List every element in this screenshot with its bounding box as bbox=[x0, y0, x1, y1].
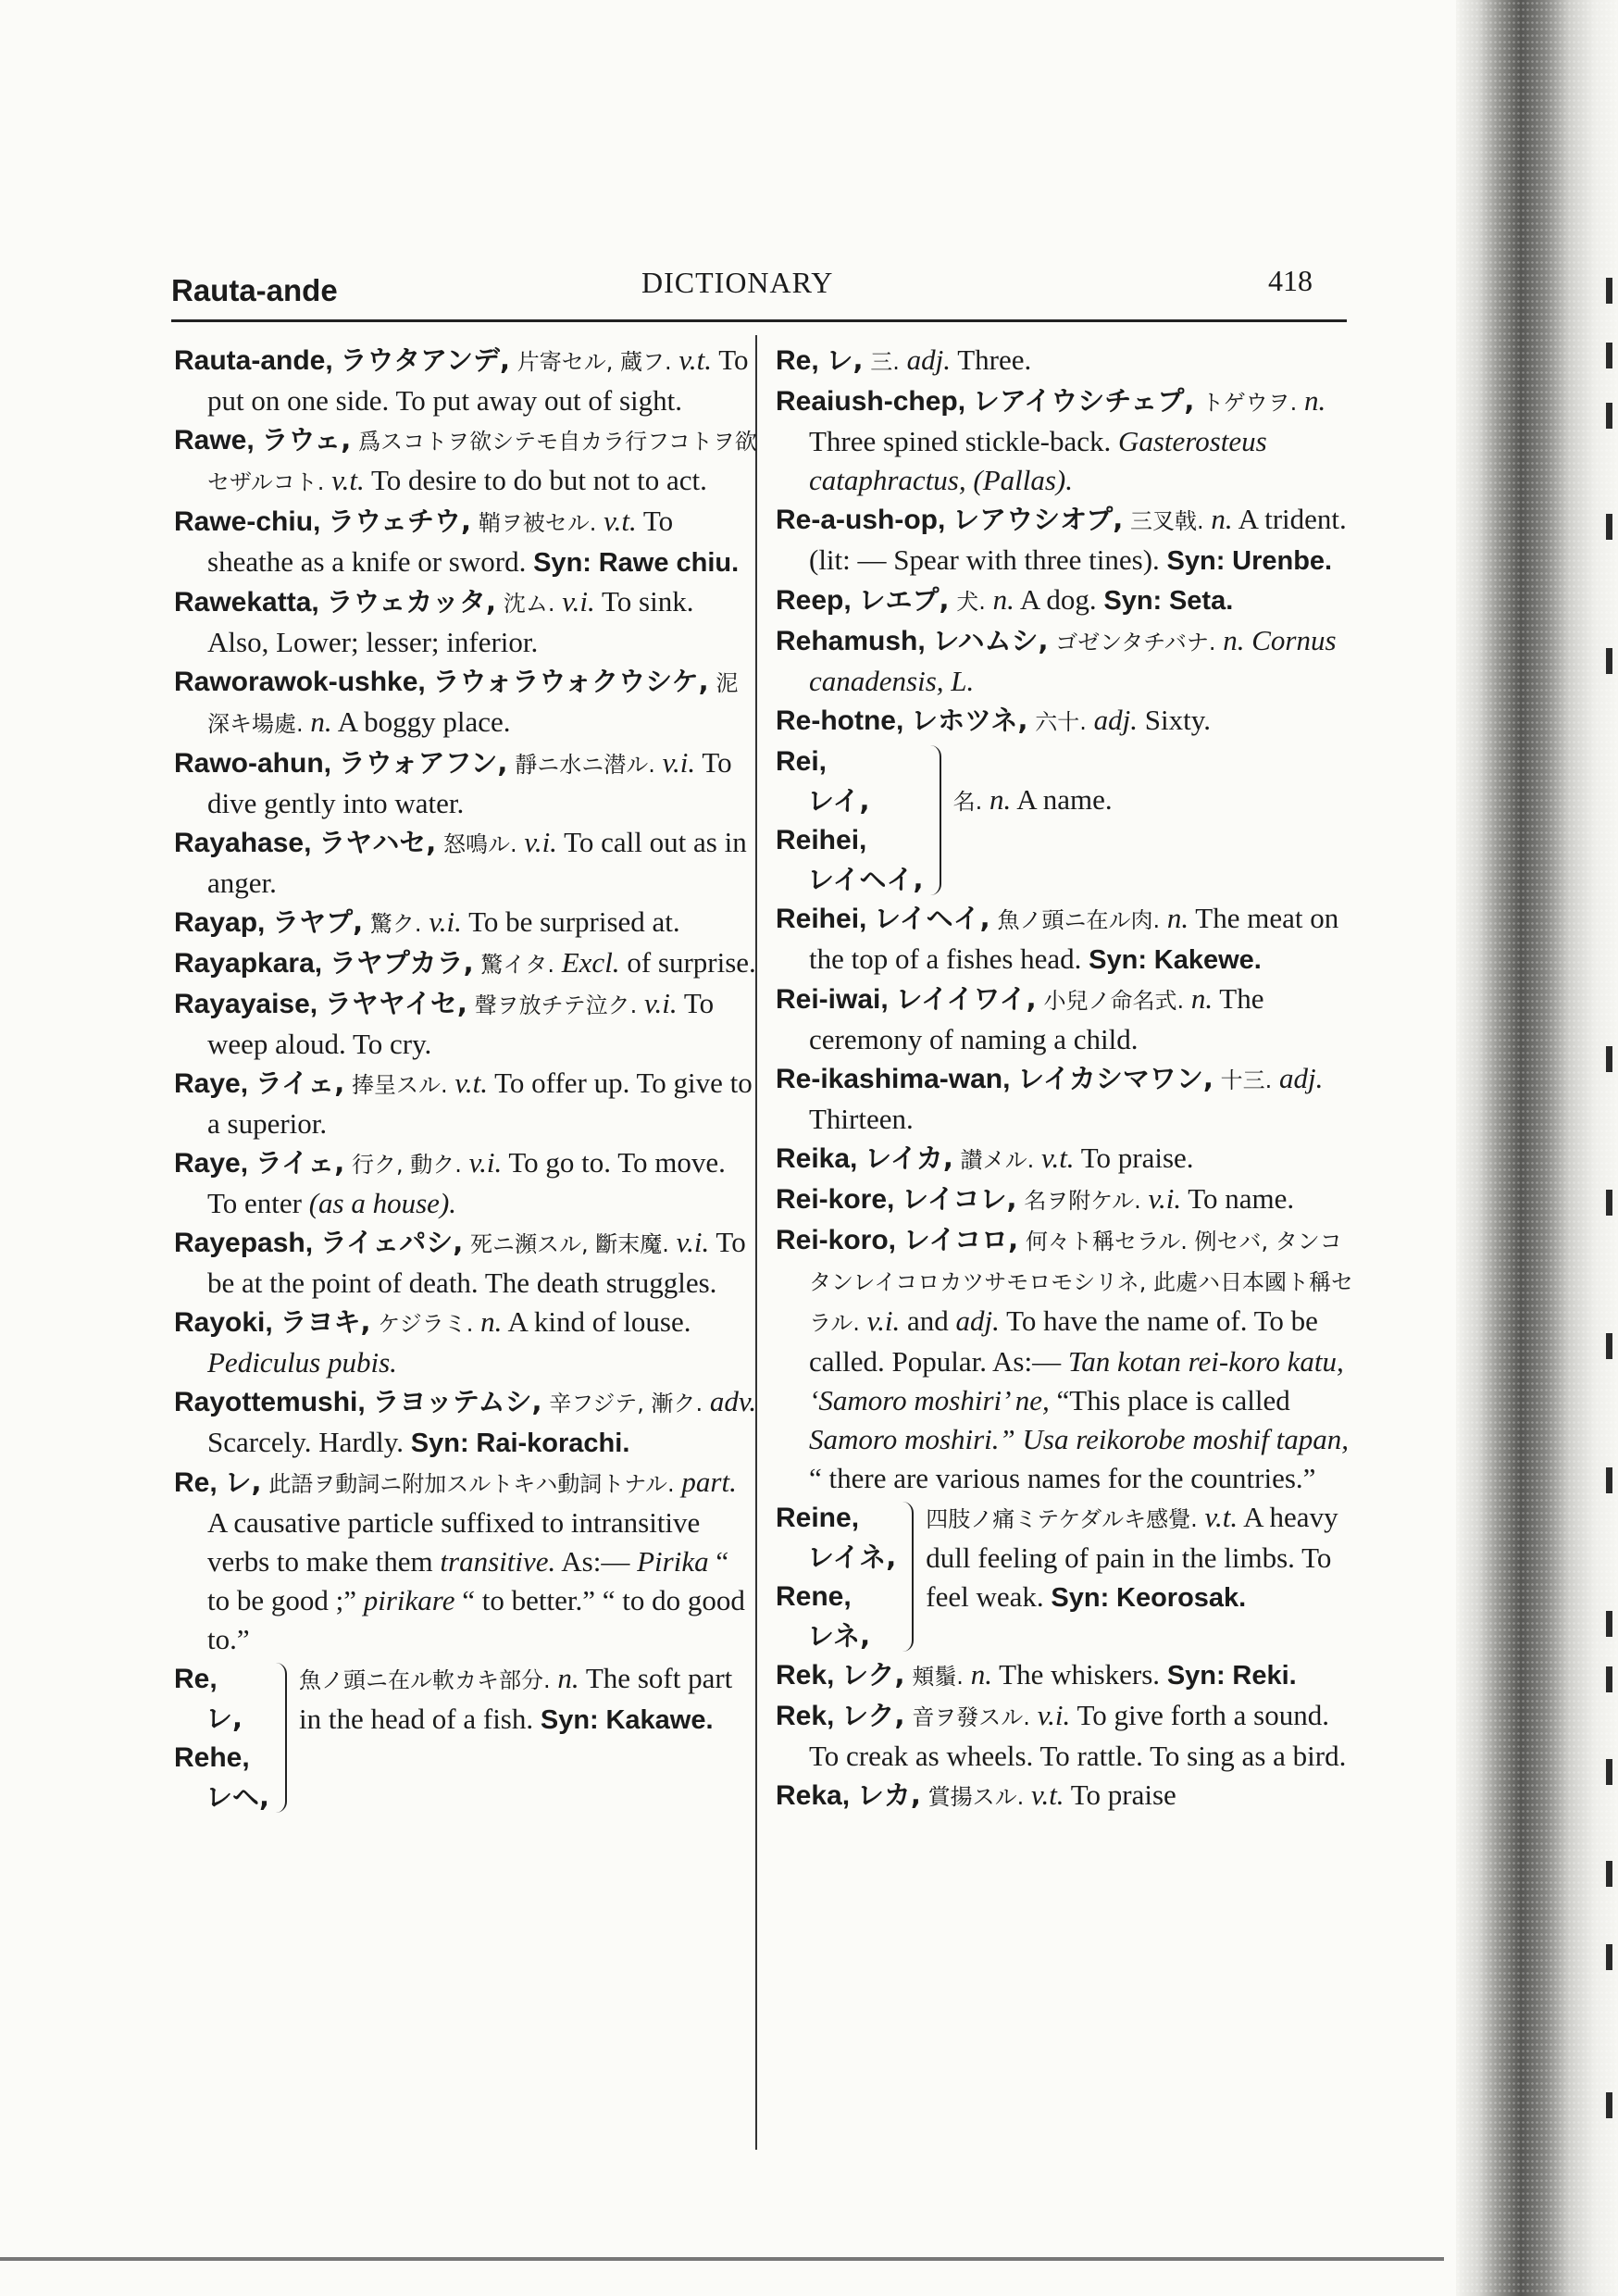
japanese-gloss: 片寄セル, 蔵フ. bbox=[517, 349, 672, 375]
japanese-gloss: 靜ニ水ニ潜ル. bbox=[515, 752, 655, 778]
dictionary-entry bbox=[174, 582, 757, 662]
part-of-speech: v.i. bbox=[429, 905, 462, 938]
kana: ラウォアフン, bbox=[338, 747, 508, 779]
headword: Rayap, bbox=[174, 907, 266, 938]
synonym-label: Syn: bbox=[410, 1429, 469, 1458]
japanese-gloss: 讃メル. bbox=[960, 1147, 1035, 1173]
synonym: Seta. bbox=[1168, 586, 1234, 616]
part-of-speech: n. bbox=[989, 783, 1012, 816]
headword: Rayahase, bbox=[174, 828, 312, 858]
part-of-speech: v.t. bbox=[1030, 1778, 1064, 1811]
japanese-gloss: 鞘ヲ被セル. bbox=[478, 510, 597, 536]
part-of-speech: v.t. bbox=[1204, 1501, 1238, 1533]
synonym: Rai-korachi. bbox=[476, 1429, 630, 1458]
headword: Re, bbox=[174, 1467, 218, 1498]
definition: The soft part in the head of a fish. bbox=[299, 1662, 733, 1735]
dictionary-entry bbox=[174, 1463, 757, 1659]
part-of-speech: v.i. bbox=[866, 1304, 901, 1337]
kana: ラウタアンデ, bbox=[340, 344, 511, 376]
kana: ラヨキ, bbox=[280, 1306, 371, 1338]
part-of-speech: adj. bbox=[906, 343, 951, 376]
definition: A name. bbox=[1016, 783, 1113, 816]
kana: レアウシオプ, bbox=[952, 504, 1124, 535]
kana: レク, bbox=[841, 1700, 905, 1731]
definition: To go to. To move. To enter bbox=[207, 1146, 726, 1219]
dictionary-entry bbox=[776, 621, 1359, 701]
dictionary-entry bbox=[776, 980, 1359, 1059]
right-column bbox=[776, 341, 1359, 1816]
part-of-speech: v.t. bbox=[678, 343, 712, 376]
example-translation: “ there are various names for the countries.” bbox=[809, 1462, 1316, 1494]
dictionary-entry bbox=[776, 381, 1359, 500]
page-number: 418 bbox=[1268, 264, 1313, 297]
headword: Rek, bbox=[776, 1701, 835, 1731]
headword: Re-hotne, bbox=[776, 705, 904, 736]
part-of-speech: v.i. bbox=[676, 1226, 710, 1258]
japanese-gloss: 六十. bbox=[1035, 709, 1087, 735]
headword: Reika, bbox=[776, 1143, 858, 1174]
headword: Rei-koro, bbox=[776, 1225, 897, 1255]
kana: レ, bbox=[826, 344, 864, 376]
definition: The meat on the top of a fishes head. bbox=[809, 902, 1339, 975]
part-of-speech: v.i. bbox=[562, 585, 595, 618]
entry-group-reine-rene bbox=[776, 1498, 1359, 1655]
dictionary-entry bbox=[776, 899, 1359, 980]
brace bbox=[273, 1663, 293, 1813]
kana: レイカ, bbox=[865, 1142, 953, 1174]
definition: To sheathe as a knife or sword. bbox=[207, 505, 674, 578]
headword: Rei, bbox=[776, 746, 828, 777]
headword: Re-a-ush-op, bbox=[776, 505, 946, 535]
dictionary-entry bbox=[776, 1220, 1359, 1498]
definition: A causative particle suffixed to intransitive verbs to make them bbox=[207, 1506, 701, 1578]
definition: Three spined stickle-back. bbox=[809, 425, 1112, 457]
synonym: Kakawe. bbox=[605, 1705, 714, 1735]
japanese-gloss: 怒鳴ル. bbox=[442, 831, 517, 857]
scientific-name: Pediculus pubis. bbox=[207, 1346, 397, 1379]
dictionary-entry bbox=[174, 823, 757, 903]
synonym-label: Syn: bbox=[533, 548, 591, 578]
group-headwords bbox=[776, 1498, 896, 1655]
kana: ラウェカッタ, bbox=[326, 586, 497, 618]
dictionary-entry bbox=[776, 1655, 1359, 1696]
dictionary-entry bbox=[776, 1059, 1359, 1139]
part-of-speech: adj. bbox=[955, 1304, 1000, 1337]
kana: レイイワイ, bbox=[895, 983, 1037, 1015]
example-ainu: Samoro moshiri.” bbox=[809, 1423, 1015, 1455]
japanese-gloss: 何々ト稱セラル. 例セバ, タンコタンレイコロカツサモロモシリネ, 此處ハ日本國ト稱セラル. bbox=[809, 1229, 1354, 1336]
kana: レイコロ, bbox=[902, 1224, 1019, 1255]
headword: Rehe, bbox=[174, 1742, 250, 1773]
headword: Rawo-ahun, bbox=[174, 748, 331, 779]
entry-group-re-rehe bbox=[174, 1659, 757, 1816]
part-of-speech: n. bbox=[557, 1662, 579, 1694]
kana: ラヤヤイセ, bbox=[324, 988, 467, 1019]
kana: ラウェ, bbox=[261, 424, 352, 455]
example-ainu: Usa reikorobe moshif tapan, bbox=[1022, 1423, 1350, 1455]
dictionary-entry bbox=[174, 662, 757, 743]
page-title: DICTIONARY bbox=[641, 266, 834, 299]
dictionary-entry bbox=[174, 743, 757, 823]
dictionary-entry bbox=[776, 580, 1359, 621]
headword: Rayayaise, bbox=[174, 989, 318, 1019]
japanese-gloss: 辛フジテ, 漸ク. bbox=[549, 1391, 703, 1416]
kana: レヘ, bbox=[205, 1781, 270, 1813]
header-rule bbox=[171, 319, 1347, 322]
japanese-gloss: 名ヲ附ケル. bbox=[1024, 1188, 1141, 1214]
headword: Rauta-ande, bbox=[174, 345, 333, 376]
part-of-speech: n. bbox=[1211, 503, 1233, 535]
example-ainu: Tan kotan rei-koro katu, ‘Samoro moshiri’ ne, bbox=[809, 1345, 1344, 1416]
part-of-speech: v.i. bbox=[644, 987, 678, 1019]
part-of-speech: n. bbox=[1223, 624, 1245, 656]
right-entries-b bbox=[776, 899, 1359, 1498]
synonym: Kakewe. bbox=[1153, 945, 1262, 975]
headword: Rayapkara, bbox=[174, 948, 323, 979]
japanese-gloss: 名. bbox=[952, 789, 983, 815]
synonym: Rawe chiu. bbox=[598, 548, 740, 578]
headword: Re-ikashima-wan, bbox=[776, 1064, 1011, 1094]
japanese-gloss: トゲウヲ. bbox=[1201, 390, 1298, 416]
kana: レカ, bbox=[856, 1779, 921, 1811]
synonym-label: Syn: bbox=[1089, 945, 1148, 975]
definition: To be surprised at. bbox=[468, 905, 680, 938]
dictionary-entry bbox=[776, 1179, 1359, 1220]
headword: Rawekatta, bbox=[174, 587, 319, 618]
kana: レイヘイ, bbox=[807, 864, 924, 895]
kana: ライェパシ, bbox=[319, 1227, 464, 1258]
japanese-gloss: 犬. bbox=[956, 589, 986, 615]
part-of-speech: n. bbox=[1304, 384, 1326, 417]
group-definition bbox=[299, 1659, 757, 1816]
part-of-speech: v.i. bbox=[1037, 1699, 1071, 1731]
definition: To weep aloud. To cry. bbox=[207, 987, 715, 1060]
japanese-gloss: ケジラミ. bbox=[378, 1311, 474, 1337]
part-of-speech: adv. bbox=[709, 1385, 757, 1417]
definition: To put on one side. To put away out of sight. bbox=[207, 343, 749, 417]
kana: レイコレ, bbox=[902, 1183, 1017, 1215]
dictionary-entry bbox=[174, 420, 757, 502]
group-headwords bbox=[174, 1659, 269, 1816]
dictionary-entry bbox=[776, 1139, 1359, 1179]
page-header bbox=[171, 264, 1338, 319]
kana: レク, bbox=[841, 1659, 905, 1691]
definition: To call out as in anger. bbox=[207, 826, 747, 899]
synonym-label: Syn: bbox=[1166, 546, 1226, 576]
headword: Rayoki, bbox=[174, 1307, 273, 1338]
part-of-speech: n. bbox=[1190, 982, 1214, 1015]
right-entries-a bbox=[776, 341, 1359, 742]
headword: Rawe, bbox=[174, 425, 255, 455]
dictionary-entry bbox=[174, 903, 757, 943]
example-ainu: pirikare bbox=[363, 1584, 455, 1616]
headword: Reaiush-chep, bbox=[776, 386, 966, 417]
part-of-speech: adj. bbox=[1093, 704, 1139, 736]
synonym: Keorosak. bbox=[1116, 1583, 1247, 1613]
brace bbox=[900, 1502, 920, 1652]
kana: レエプ, bbox=[858, 584, 950, 616]
part-of-speech: n. bbox=[992, 583, 1014, 616]
definition: To have the name of. To be called. Popular. As:— bbox=[809, 1304, 1318, 1378]
kana: レイヘイ, bbox=[874, 903, 990, 934]
synonym: Reki. bbox=[1232, 1661, 1297, 1691]
kana: レ, bbox=[205, 1703, 243, 1734]
part-of-speech: v.t. bbox=[454, 1067, 488, 1099]
part-of-speech: v.t. bbox=[1040, 1142, 1075, 1174]
group-definition bbox=[926, 1498, 1359, 1655]
dictionary-entry bbox=[776, 1696, 1359, 1776]
kana: ライェ, bbox=[255, 1147, 345, 1179]
example-translation: “ to better.” “ to do good to.” bbox=[207, 1584, 745, 1655]
kana: レネ, bbox=[807, 1620, 871, 1652]
dictionary-entry bbox=[776, 341, 1359, 381]
part-of-speech: n. bbox=[310, 705, 332, 738]
dictionary-entry bbox=[174, 341, 757, 420]
japanese-gloss: 音ヲ發スル. bbox=[912, 1704, 1030, 1730]
kana: レホツネ, bbox=[911, 705, 1028, 736]
definition: A dog. bbox=[1019, 583, 1097, 616]
japanese-gloss: 捧呈スル. bbox=[351, 1072, 448, 1098]
kana: レイ, bbox=[807, 785, 870, 817]
japanese-gloss: 魚ノ頭ニ在ル肉. bbox=[997, 907, 1161, 933]
kana: レ, bbox=[224, 1466, 262, 1498]
right-entries-c bbox=[776, 1655, 1359, 1816]
headword: Rawe-chiu, bbox=[174, 506, 321, 537]
headword: Rayottemushi, bbox=[174, 1387, 366, 1417]
definition: To name. bbox=[1188, 1182, 1295, 1215]
dictionary-entry bbox=[174, 1143, 757, 1223]
kana: ラウォラウォクウシケ, bbox=[432, 666, 709, 697]
dictionary-entry bbox=[174, 1223, 757, 1303]
group-definition bbox=[953, 742, 1359, 899]
part-of-speech: n. bbox=[480, 1305, 503, 1338]
synonym-label: Syn: bbox=[1051, 1583, 1110, 1613]
dictionary-entry bbox=[776, 500, 1359, 580]
kana: ラヤハセ, bbox=[318, 827, 437, 858]
headword: Rayepash, bbox=[174, 1228, 314, 1258]
example-ainu: Pirika bbox=[637, 1545, 709, 1578]
japanese-gloss: 沈ム. bbox=[503, 591, 555, 617]
headword: Re, bbox=[776, 345, 819, 376]
definition: To praise bbox=[1070, 1778, 1176, 1811]
example-translation: “This place is called bbox=[1056, 1384, 1290, 1416]
scientific-name: Gasterosteus cataphractus, (Pallas). bbox=[809, 425, 1267, 496]
headword: Raworawok-ushke, bbox=[174, 667, 426, 697]
definition: To give forth a sound. To creak as wheels. To rattle. To sing as a bird. bbox=[809, 1699, 1347, 1772]
kana: ラヤプ, bbox=[272, 906, 364, 938]
definition: A heavy dull feeling of pain in the limbs. To feel weak. bbox=[926, 1501, 1338, 1613]
headword: Rene, bbox=[776, 1581, 852, 1612]
kana: ラウェチウ, bbox=[328, 505, 471, 537]
japanese-gloss: 頬鬚. bbox=[912, 1664, 964, 1690]
japanese-gloss: 驚イタ. bbox=[480, 952, 554, 978]
headword: Raye, bbox=[174, 1068, 249, 1099]
headword: Re, bbox=[174, 1664, 218, 1694]
headword: Reine, bbox=[776, 1503, 860, 1533]
scientific-name: (as a house). bbox=[308, 1187, 457, 1219]
definition: and bbox=[907, 1304, 949, 1337]
kana: ラヤプカラ, bbox=[329, 947, 474, 979]
left-column bbox=[174, 341, 757, 1816]
dictionary-entry bbox=[174, 502, 757, 582]
part-of-speech: v.i. bbox=[662, 746, 696, 779]
dictionary-entry bbox=[174, 1303, 757, 1382]
japanese-gloss: 泥深キ場處. bbox=[207, 670, 739, 737]
synonym-label: Syn: bbox=[1166, 1661, 1226, 1691]
definition: To sink. Also, Lower; lesser; inferior. bbox=[207, 585, 694, 658]
definition: of surprise. bbox=[627, 946, 756, 979]
japanese-gloss: 賞揚スル. bbox=[927, 1784, 1025, 1810]
definition: To praise. bbox=[1080, 1142, 1194, 1174]
part-of-speech: part. bbox=[681, 1466, 737, 1498]
part-of-speech: v.t. bbox=[604, 505, 637, 537]
japanese-gloss: ゴゼンタチバナ. bbox=[1055, 630, 1216, 655]
kana: レハムシ, bbox=[932, 625, 1049, 656]
definition: To be at the point of death. The death struggles. bbox=[207, 1226, 746, 1299]
definition: Sixty. bbox=[1144, 704, 1211, 736]
japanese-gloss: 驚ク. bbox=[369, 911, 422, 937]
part-of-speech: n. bbox=[1166, 902, 1189, 934]
running-head: Rauta-ande bbox=[171, 273, 338, 307]
definition: The ceremony of naming a child. bbox=[809, 982, 1264, 1055]
scientific-name: Cornus canadensis, L. bbox=[809, 624, 1337, 697]
definition: Three. bbox=[957, 343, 1032, 376]
japanese-gloss: 行ク, 動ク. bbox=[351, 1152, 462, 1178]
definition: To offer up. To give to a superior. bbox=[207, 1067, 753, 1140]
group-headwords bbox=[776, 742, 924, 899]
definition: Scarcely. Hardly. bbox=[207, 1426, 404, 1458]
dictionary-entry bbox=[776, 1776, 1359, 1816]
headword: Rehamush, bbox=[776, 626, 926, 656]
left-entries bbox=[174, 341, 757, 1659]
japanese-gloss: 死ニ瀕スル, 斷末魔. bbox=[470, 1231, 669, 1257]
japanese-gloss: 四肢ノ痛ミテケダルキ感覺. bbox=[926, 1506, 1198, 1532]
japanese-gloss: 聲ヲ放チテ泣ク. bbox=[474, 992, 638, 1018]
part-of-speech: Excl. bbox=[561, 946, 620, 979]
entry-group-rei-reihei bbox=[776, 742, 1359, 899]
headword: Rei-iwai, bbox=[776, 984, 889, 1015]
japanese-gloss: 魚ノ頭ニ在ル軟カキ部分. bbox=[299, 1667, 551, 1693]
dictionary-entry bbox=[776, 701, 1359, 742]
definition: As:— bbox=[561, 1545, 630, 1578]
part-of-speech: v.i. bbox=[468, 1146, 503, 1179]
japanese-gloss: 小兒ノ命名式. bbox=[1043, 988, 1185, 1014]
headword: Reihei, bbox=[776, 825, 867, 855]
japanese-gloss: 三叉戟. bbox=[1129, 508, 1204, 534]
headword: Reep, bbox=[776, 585, 852, 616]
brace bbox=[927, 745, 948, 895]
japanese-gloss: 三. bbox=[870, 349, 900, 375]
dictionary-entry bbox=[174, 984, 757, 1064]
example-translation: “ to be good ;” bbox=[207, 1545, 729, 1616]
part-of-speech: adj. bbox=[1279, 1062, 1324, 1094]
kana: レアイウシチェプ, bbox=[972, 385, 1195, 417]
definition: A kind of louse. bbox=[507, 1305, 691, 1338]
japanese-gloss: 十三. bbox=[1220, 1067, 1273, 1093]
synonym-label: Syn: bbox=[1103, 586, 1163, 616]
kana: レイネ, bbox=[807, 1541, 897, 1573]
kana: レイカシマワン, bbox=[1017, 1063, 1214, 1094]
dictionary-entry bbox=[174, 1382, 757, 1463]
dictionary-entry bbox=[174, 943, 757, 984]
headword: Rei-kore, bbox=[776, 1184, 895, 1215]
headword: Raye, bbox=[174, 1148, 249, 1179]
part-of-speech: n. bbox=[970, 1658, 992, 1691]
page-bottom-edge bbox=[0, 2257, 1444, 2261]
definition: The whiskers. bbox=[999, 1658, 1161, 1691]
part-of-speech: v.i. bbox=[524, 826, 557, 858]
definition: A boggy place. bbox=[337, 705, 511, 738]
definition: Thirteen. bbox=[809, 1103, 914, 1135]
synonym: Urenbe. bbox=[1232, 546, 1333, 576]
definition: To desire to do but not to act. bbox=[370, 464, 707, 496]
definition-italic: transitive. bbox=[440, 1545, 556, 1578]
headword: Reihei, bbox=[776, 904, 867, 934]
definition: To dive gently into water. bbox=[207, 746, 732, 819]
japanese-gloss: 爲スコトヲ欲シテモ自カラ行フコトヲ欲セザルコト. bbox=[207, 429, 757, 495]
headword: Rek, bbox=[776, 1660, 835, 1691]
part-of-speech: v.i. bbox=[1148, 1182, 1182, 1215]
headword: Reka, bbox=[776, 1780, 851, 1811]
kana: ラヨッテムシ, bbox=[372, 1386, 542, 1417]
kana: ライェ, bbox=[255, 1067, 345, 1099]
definition: A trident. (lit: — Spear with three tines). bbox=[809, 503, 1347, 576]
synonym-label: Syn: bbox=[540, 1705, 599, 1735]
dictionary-entry bbox=[174, 1064, 757, 1143]
part-of-speech: v.t. bbox=[331, 464, 365, 496]
next-page-edge bbox=[1590, 0, 1618, 2296]
japanese-gloss: 此語ヲ動詞ニ附加スルトキハ動詞トナル. bbox=[268, 1471, 675, 1497]
